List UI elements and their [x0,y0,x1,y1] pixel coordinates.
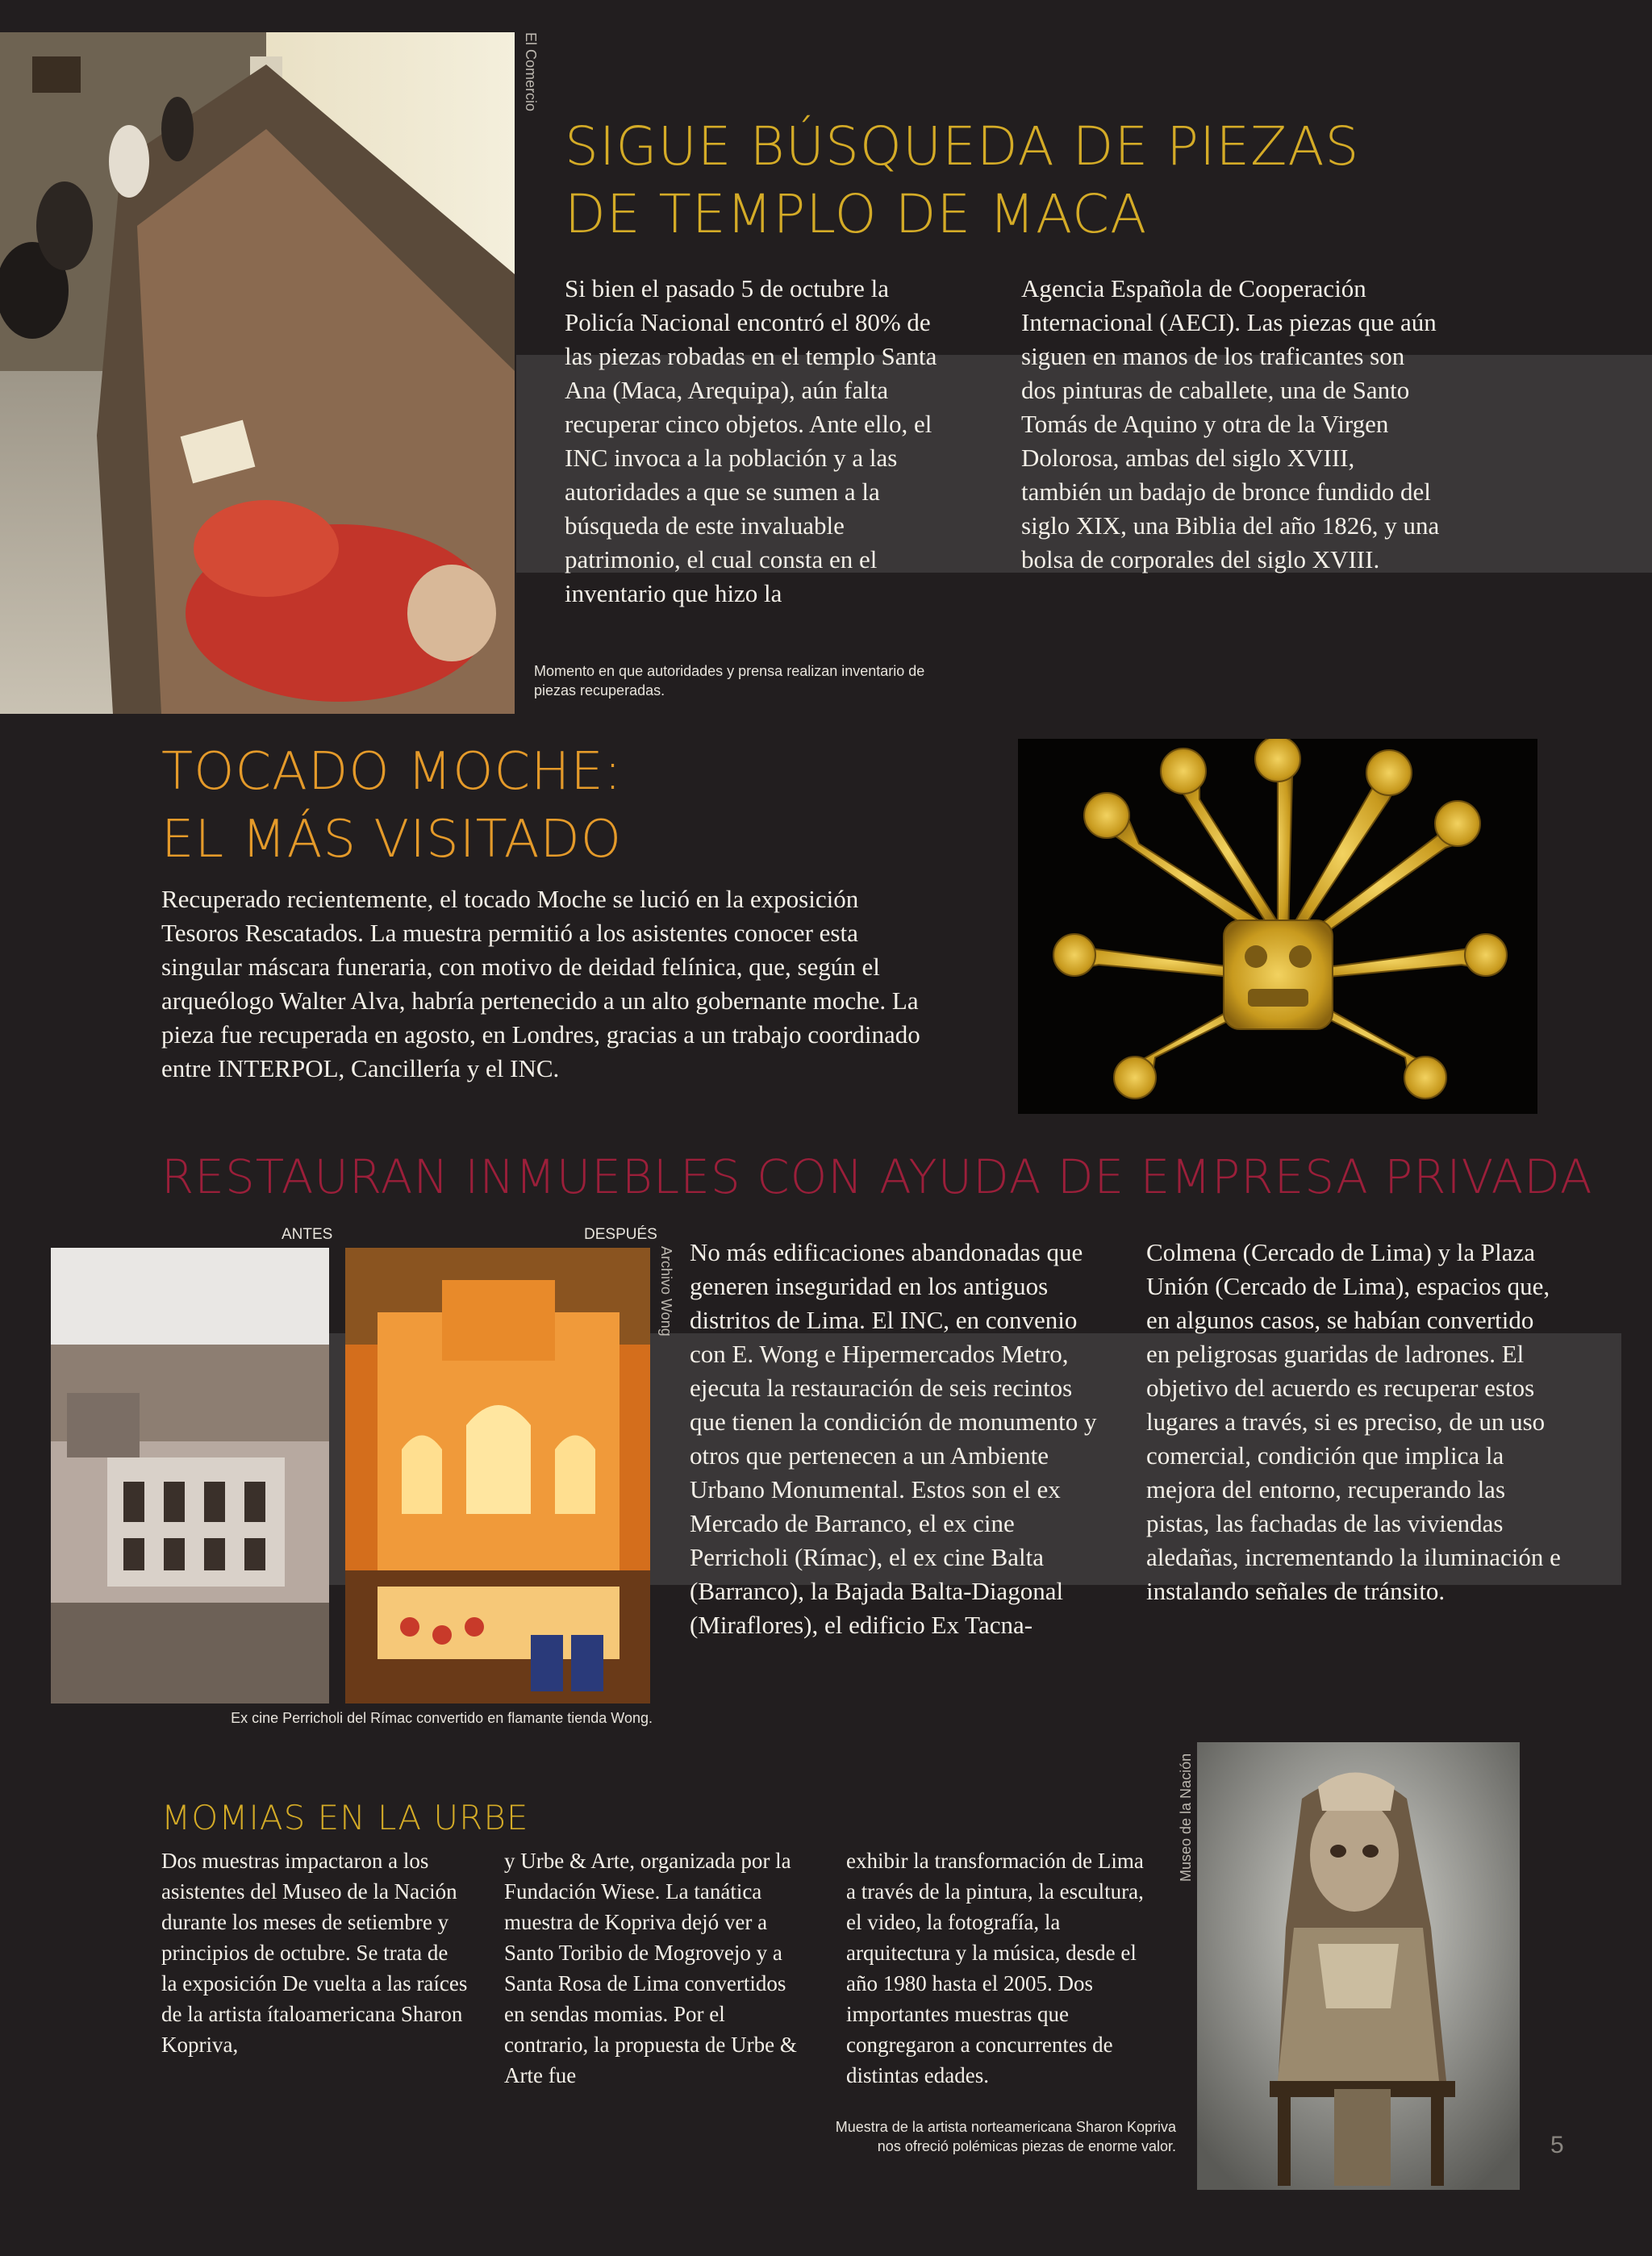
page-number: 5 [1550,2132,1564,2158]
photo-credit-museo-de-la-nacion: Museo de la Nación [1178,1753,1194,1882]
article2-title-line1: TOCADO MOCHE: [161,742,623,802]
article1-photo-caption: Momento en que autoridades y prensa realizan inventario de piezas recuperadas. [534,663,925,698]
article4-column-2: y Urbe & Arte, organizada por la Fundación Wiese. La tanática muestra de Kopriva dejó ver a Santo Toribio de Mogrovejo y a Santa Rosa de Lima convertidos en sendas momias. Por el contrario, la propuesta de Urbe & Arte fue [504,1849,797,2087]
article2-title [161,738,622,874]
label-after: DESPUÉS [584,1226,657,1243]
article2-title-line2: EL MÁS VISITADO [161,810,623,869]
label-before: ANTES [282,1226,333,1243]
article1-title-line2: DE TEMPLO DE MACA [565,183,1148,245]
article3-column-1: No más edificaciones abandonadas que generen inseguridad en los antiguos distritos de Lima. El INC, en convenio con E. Wong e Hipermercados Metro, ejecuta la restauración de seis recintos que tienen la condición de monumento y otros que pertenecen a un Ambiente Urbano Monumental. Estos son el ex Mercado de Barranco, el ex cine Perricholi (Rímac), el ex cine Balta (Barranco), la Bajada Balta-Diagonal (Miraflores), el edificio Ex Tacna- [690,1238,1097,1639]
article3-photo-caption: Ex cine Perricholi del Rímac convertido en flamante tienda Wong. [231,1710,653,1726]
article2-body: Recuperado recientemente, el tocado Moche se lució en la exposición Tesoros Rescatados. La muestra permitió a los asistentes conocer esta singular máscara funeraria, con motivo de deidad felínica, que, según el arqueólogo Walter Alva, habría pertenecido a un alto gobernante moche. La pieza fue recuperada en agosto, en Londres, gracias a un trabajo coordinado entre INTERPOL, Cancillería y el INC. [161,885,920,1082]
article4-caption-line1: Muestra de la artista norteamericana Sharon Kopriva [835,2119,1176,2135]
article1-column-2: Agencia Española de Cooperación Internacional (AECI). Las piezas que aún siguen en manos de los traficantes son dos pinturas de caballete, una de Santo Tomás de Aquino y otra de la Virgen Dolorosa, ambas del siglo XVIII, también un badajo de bronce fundido del siglo XIX, una Biblia del año 1826, y una bolsa de corporales del siglo XVIII. [1021,274,1440,573]
article4-photo-caption [726,2117,1176,2156]
article3-title: RESTAURAN INMUEBLES CON AYUDA DE EMPRESA PRIVADA [161,1149,1593,1204]
moche-headdress-photo [1018,739,1537,1114]
article4-column-3: exhibir la transformación de Lima a través de la pintura, la escultura, el video, la fotografía, la arquitectura y la música, desde el año 1980 hasta el 2005. Dos importantes muestras que congregaron a concurrentes de distintas edades. [846,1849,1144,2087]
article1-column-1: Si bien el pasado 5 de octubre la Policía Nacional encontró el 80% de las piezas robadas en el templo Santa Ana (Maca, Arequipa), aún falta recuperar cinco objetos. Ante ello, el INC invoca a la población y a las autoridades a que se sumen a la búsqueda de este invaluable patrimonio, el cual consta en el inventario que hizo la [565,274,937,607]
before-photo [51,1248,329,1703]
photo-credit-archivo-wong: Archivo Wong [658,1246,674,1337]
article1-title-line1: SIGUE BÚSQUEDA DE PIEZAS [565,115,1360,177]
article4-caption-line2: nos ofreció polémicas piezas de enorme valor. [877,2138,1176,2154]
photo-credit-el-comercio: El Comercio [523,32,539,112]
inventory-photo [0,32,515,714]
article1-title [565,113,1359,248]
mummy-sculpture-photo [1197,1742,1520,2190]
after-photo [345,1248,650,1703]
article4-title: MOMIAS EN LA URBE [161,1798,529,1837]
article4-column-1: Dos muestras impactaron a los asistentes del Museo de la Nación durante los meses de setiembre y principios de octubre. Se trata de la exposición De vuelta a las raíces de la artista ítaloamericana Sharon Kopriva, [161,1849,468,2057]
article3-column-2: Colmena (Cercado de Lima) y la Plaza Unión (Cercado de Lima), espacios que, en algunos casos, se habían convertido en peligrosas guaridas de ladrones. El objetivo del acuerdo es recuperar estos lugares a través, si es preciso, de un uso comercial, condición que implica la mejora del entorno, recuperando las pistas, las fachadas de las viviendas aledañas, incrementando la iluminación e instalando señales de tránsito. [1146,1238,1561,1605]
